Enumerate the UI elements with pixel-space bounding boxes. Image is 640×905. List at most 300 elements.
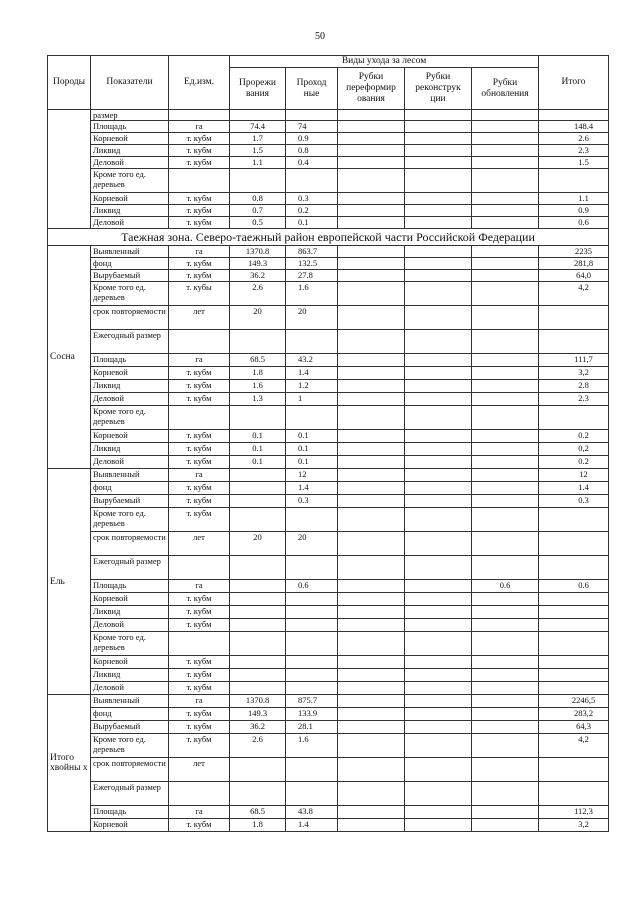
pass-cell: 1 xyxy=(286,393,338,406)
indicator-cell: срок повторяемости xyxy=(91,306,169,330)
pass-cell: 133.9 xyxy=(286,708,338,721)
reform-cell xyxy=(338,606,405,619)
indicator-cell: Кроме того ед. деревьев xyxy=(91,406,169,430)
indicator-cell: Вырубаемый xyxy=(91,270,169,282)
reform-cell xyxy=(338,270,405,282)
indicator-cell: Выявленный xyxy=(91,695,169,708)
unit-cell: т. кубм xyxy=(169,217,230,229)
table-row xyxy=(48,430,609,443)
renewal-cell xyxy=(472,695,539,708)
indicator-cell: размер xyxy=(91,110,169,121)
indicator-cell: Ликвид xyxy=(91,145,169,157)
table-row xyxy=(48,758,609,782)
renewal-cell xyxy=(472,169,539,193)
recon-cell xyxy=(405,508,472,532)
pass-cell: 132.5 xyxy=(286,258,338,270)
renewal-cell xyxy=(472,246,539,258)
thinning-cell: 20 xyxy=(230,532,286,556)
total-cell xyxy=(539,169,609,193)
reform-cell xyxy=(338,354,405,367)
indicator-cell: Деловой xyxy=(91,217,169,229)
total-cell: 0.9 xyxy=(539,205,609,217)
pass-cell: 0.1 xyxy=(286,430,338,443)
reform-cell xyxy=(338,656,405,669)
table-row xyxy=(48,593,609,606)
total-cell xyxy=(539,782,609,806)
unit-cell: лет xyxy=(169,532,230,556)
pass-cell: 0.8 xyxy=(286,145,338,157)
unit-cell: т. кубм xyxy=(169,258,230,270)
reform-cell xyxy=(338,217,405,229)
unit-cell: т. кубм xyxy=(169,430,230,443)
table-row xyxy=(48,367,609,380)
reform-cell xyxy=(338,282,405,306)
recon-cell xyxy=(405,380,472,393)
unit-cell xyxy=(169,556,230,580)
renewal-cell xyxy=(472,806,539,819)
recon-cell xyxy=(405,406,472,430)
reform-cell xyxy=(338,110,405,121)
pass-cell xyxy=(286,758,338,782)
total-cell: 0.6 xyxy=(539,217,609,229)
renewal-cell xyxy=(472,406,539,430)
indicator-cell: Ликвид xyxy=(91,606,169,619)
indicator-cell: Вырубаемый xyxy=(91,721,169,734)
total-cell xyxy=(539,532,609,556)
unit-cell xyxy=(169,169,230,193)
reform-cell xyxy=(338,367,405,380)
thinning-cell: 2.6 xyxy=(230,734,286,758)
reform-cell xyxy=(338,330,405,354)
renewal-cell xyxy=(472,121,539,133)
indicator-cell: Площадь xyxy=(91,354,169,367)
indicator-cell: Ликвид xyxy=(91,443,169,456)
total-cell: 1.5 xyxy=(539,157,609,169)
indicator-cell: Кроме того ед. деревьев xyxy=(91,508,169,532)
indicator-cell: Кроме того ед. деревьев xyxy=(91,282,169,306)
total-cell: 64,0 xyxy=(539,270,609,282)
reform-cell xyxy=(338,430,405,443)
unit-cell xyxy=(169,782,230,806)
unit-cell: т. кубм xyxy=(169,606,230,619)
thinning-cell: 2.6 xyxy=(230,282,286,306)
renewal-cell xyxy=(472,508,539,532)
thinning-cell: 0.5 xyxy=(230,217,286,229)
thinning-cell: 0.1 xyxy=(230,443,286,456)
reform-cell xyxy=(338,819,405,832)
recon-cell xyxy=(405,782,472,806)
indicator-cell: Корневой xyxy=(91,367,169,380)
table-row xyxy=(48,354,609,367)
unit-cell xyxy=(169,632,230,656)
recon-cell xyxy=(405,556,472,580)
total-cell: 0.6 xyxy=(539,580,609,593)
species-cell: Итого хвойны х xyxy=(48,695,91,832)
reform-cell xyxy=(338,532,405,556)
indicator-cell: Корневой xyxy=(91,430,169,443)
thinning-cell: 0.7 xyxy=(230,205,286,217)
pass-cell xyxy=(286,682,338,695)
reform-cell xyxy=(338,695,405,708)
recon-cell xyxy=(405,157,472,169)
reform-cell xyxy=(338,193,405,205)
renewal-cell xyxy=(472,469,539,482)
recon-cell xyxy=(405,121,472,133)
table-row xyxy=(48,734,609,758)
reform-cell xyxy=(338,133,405,145)
total-cell: 2235 xyxy=(539,246,609,258)
recon-cell xyxy=(405,205,472,217)
renewal-cell xyxy=(472,354,539,367)
renewal-cell xyxy=(472,193,539,205)
indicator-cell: фонд xyxy=(91,708,169,721)
unit-cell: т. кубм xyxy=(169,157,230,169)
recon-cell xyxy=(405,430,472,443)
pass-cell: 0.3 xyxy=(286,193,338,205)
table-row xyxy=(48,406,609,430)
renewal-cell xyxy=(472,532,539,556)
pass-cell: 27.8 xyxy=(286,270,338,282)
renewal-cell xyxy=(472,330,539,354)
recon-cell xyxy=(405,656,472,669)
renewal-cell xyxy=(472,157,539,169)
pass-cell: 1.6 xyxy=(286,734,338,758)
pass-cell: 875.7 xyxy=(286,695,338,708)
indicator-cell: Ликвид xyxy=(91,380,169,393)
reform-cell xyxy=(338,734,405,758)
total-cell: 0.2 xyxy=(539,430,609,443)
thinning-cell: 74.4 xyxy=(230,121,286,133)
table-row xyxy=(48,380,609,393)
unit-cell xyxy=(169,330,230,354)
table-row xyxy=(48,330,609,354)
unit-cell: лет xyxy=(169,758,230,782)
pass-cell xyxy=(286,606,338,619)
pass-cell: 0.6 xyxy=(286,580,338,593)
recon-cell xyxy=(405,708,472,721)
header-species: Породы xyxy=(48,56,91,110)
header-pass: Проход ные xyxy=(286,68,338,110)
reform-cell xyxy=(338,246,405,258)
table-row xyxy=(48,193,609,205)
indicator-cell: Деловой xyxy=(91,157,169,169)
thinning-cell: 0.8 xyxy=(230,193,286,205)
unit-cell: т. кубм xyxy=(169,393,230,406)
pass-cell: 1.2 xyxy=(286,380,338,393)
table-row xyxy=(48,556,609,580)
reform-cell xyxy=(338,393,405,406)
unit-cell: т. кубм xyxy=(169,495,230,508)
reform-cell xyxy=(338,145,405,157)
thinning-cell: 1370.8 xyxy=(230,695,286,708)
total-cell: 148.4 xyxy=(539,121,609,133)
total-cell xyxy=(539,632,609,656)
unit-cell: т. кубм xyxy=(169,593,230,606)
renewal-cell xyxy=(472,782,539,806)
thinning-cell xyxy=(230,758,286,782)
total-cell: 2246,5 xyxy=(539,695,609,708)
unit-cell: т. кубм xyxy=(169,193,230,205)
reform-cell xyxy=(338,619,405,632)
table-row xyxy=(48,532,609,556)
thinning-cell xyxy=(230,580,286,593)
table-row xyxy=(48,282,609,306)
unit-cell xyxy=(169,110,230,121)
recon-cell xyxy=(405,695,472,708)
total-cell xyxy=(539,669,609,682)
header-renewal: Рубки обновления xyxy=(472,68,539,110)
zone-title: Таежная зона. Северо-таежный район европейской части Российской Федерации xyxy=(48,229,609,246)
thinning-cell: 0.1 xyxy=(230,456,286,469)
recon-cell xyxy=(405,443,472,456)
total-cell xyxy=(539,682,609,695)
reform-cell xyxy=(338,482,405,495)
total-cell: 0,2 xyxy=(539,443,609,456)
thinning-cell: 20 xyxy=(230,306,286,330)
renewal-cell xyxy=(472,721,539,734)
recon-cell xyxy=(405,330,472,354)
reform-cell xyxy=(338,682,405,695)
unit-cell: т. кубм xyxy=(169,443,230,456)
thinning-cell xyxy=(230,593,286,606)
recon-cell xyxy=(405,734,472,758)
reform-cell xyxy=(338,443,405,456)
total-cell: 12 xyxy=(539,469,609,482)
unit-cell: т. кубм xyxy=(169,669,230,682)
indicator-cell: Корневой xyxy=(91,193,169,205)
renewal-cell: 0.6 xyxy=(472,580,539,593)
total-cell xyxy=(539,306,609,330)
reform-cell xyxy=(338,205,405,217)
pass-cell: 12 xyxy=(286,469,338,482)
unit-cell: т. кубм xyxy=(169,133,230,145)
thinning-cell: 68.5 xyxy=(230,806,286,819)
total-cell: 1.1 xyxy=(539,193,609,205)
renewal-cell xyxy=(472,632,539,656)
unit-cell: т. кубы xyxy=(169,282,230,306)
total-cell xyxy=(539,330,609,354)
forest-care-table xyxy=(47,55,609,832)
indicator-cell: Деловой xyxy=(91,619,169,632)
header-unit: Ед.изм. xyxy=(169,56,230,110)
recon-cell xyxy=(405,169,472,193)
indicator-cell: Выявленный xyxy=(91,246,169,258)
renewal-cell xyxy=(472,619,539,632)
table-row xyxy=(48,632,609,656)
pass-cell xyxy=(286,656,338,669)
recon-cell xyxy=(405,532,472,556)
table-row xyxy=(48,721,609,734)
pass-cell: 28.1 xyxy=(286,721,338,734)
pass-cell xyxy=(286,556,338,580)
table-row xyxy=(48,270,609,282)
table-row xyxy=(48,782,609,806)
header-care-types: Виды ухода за лесом xyxy=(230,56,539,68)
pass-cell xyxy=(286,619,338,632)
unit-cell: т. кубм xyxy=(169,367,230,380)
recon-cell xyxy=(405,806,472,819)
unit-cell: т. кубм xyxy=(169,734,230,758)
thinning-cell: 1370.8 xyxy=(230,246,286,258)
renewal-cell xyxy=(472,443,539,456)
renewal-cell xyxy=(472,606,539,619)
indicator-cell: Корневой xyxy=(91,656,169,669)
pass-cell: 0.2 xyxy=(286,205,338,217)
indicator-cell: срок повторяемости xyxy=(91,532,169,556)
total-cell xyxy=(539,593,609,606)
pass-cell xyxy=(286,406,338,430)
reform-cell xyxy=(338,782,405,806)
thinning-cell xyxy=(230,632,286,656)
pass-cell: 20 xyxy=(286,306,338,330)
renewal-cell xyxy=(472,145,539,157)
reform-cell xyxy=(338,632,405,656)
recon-cell xyxy=(405,758,472,782)
unit-cell: т. кубм xyxy=(169,656,230,669)
thinning-cell xyxy=(230,682,286,695)
renewal-cell xyxy=(472,380,539,393)
recon-cell xyxy=(405,393,472,406)
reform-cell xyxy=(338,406,405,430)
total-cell: 0.2 xyxy=(539,456,609,469)
recon-cell xyxy=(405,819,472,832)
thinning-cell xyxy=(230,495,286,508)
table-row xyxy=(48,205,609,217)
total-cell: 112,3 xyxy=(539,806,609,819)
pass-cell: 0.1 xyxy=(286,456,338,469)
recon-cell xyxy=(405,469,472,482)
total-cell: 281,8 xyxy=(539,258,609,270)
unit-cell: га xyxy=(169,695,230,708)
pass-cell: 1.6 xyxy=(286,282,338,306)
recon-cell xyxy=(405,193,472,205)
unit-cell: га xyxy=(169,806,230,819)
renewal-cell xyxy=(472,758,539,782)
thinning-cell xyxy=(230,656,286,669)
reform-cell xyxy=(338,258,405,270)
indicator-cell: Кроме того ед. деревьев xyxy=(91,734,169,758)
pass-cell: 1.4 xyxy=(286,367,338,380)
table-row xyxy=(48,482,609,495)
indicator-cell: Ежегодный размер xyxy=(91,556,169,580)
recon-cell xyxy=(405,145,472,157)
renewal-cell xyxy=(472,669,539,682)
renewal-cell xyxy=(472,258,539,270)
unit-cell: т. кубм xyxy=(169,270,230,282)
renewal-cell xyxy=(472,270,539,282)
species-cell: Ель xyxy=(48,469,91,695)
indicator-cell: Ежегодный размер xyxy=(91,782,169,806)
indicator-cell: Корневой xyxy=(91,593,169,606)
renewal-cell xyxy=(472,482,539,495)
pass-cell: 0.1 xyxy=(286,443,338,456)
total-cell xyxy=(539,758,609,782)
header-thinning: Прорежи вания xyxy=(230,68,286,110)
table-row xyxy=(48,306,609,330)
renewal-cell xyxy=(472,205,539,217)
renewal-cell xyxy=(472,708,539,721)
pass-cell xyxy=(286,508,338,532)
table-row xyxy=(48,656,609,669)
table-row xyxy=(48,133,609,145)
renewal-cell xyxy=(472,110,539,121)
pass-cell xyxy=(286,782,338,806)
recon-cell xyxy=(405,721,472,734)
header-reform: Рубки переформир ования xyxy=(338,68,405,110)
table-row xyxy=(48,258,609,270)
total-cell: 3,2 xyxy=(539,819,609,832)
recon-cell xyxy=(405,354,472,367)
thinning-cell: 1.3 xyxy=(230,393,286,406)
thinning-cell xyxy=(230,330,286,354)
recon-cell xyxy=(405,110,472,121)
renewal-cell xyxy=(472,430,539,443)
reform-cell xyxy=(338,508,405,532)
reform-cell xyxy=(338,580,405,593)
thinning-cell xyxy=(230,406,286,430)
unit-cell: га xyxy=(169,121,230,133)
table-row xyxy=(48,708,609,721)
pass-cell: 43.2 xyxy=(286,354,338,367)
renewal-cell xyxy=(472,367,539,380)
pass-cell xyxy=(286,110,338,121)
indicator-cell: фонд xyxy=(91,258,169,270)
thinning-cell: 36.2 xyxy=(230,721,286,734)
indicator-cell: Ежегодный размер xyxy=(91,330,169,354)
table-row xyxy=(48,619,609,632)
indicator-cell: Площадь xyxy=(91,806,169,819)
renewal-cell xyxy=(472,556,539,580)
reform-cell xyxy=(338,121,405,133)
reform-cell xyxy=(338,169,405,193)
table-row xyxy=(48,217,609,229)
recon-cell xyxy=(405,306,472,330)
renewal-cell xyxy=(472,282,539,306)
total-cell: 283,2 xyxy=(539,708,609,721)
pass-cell xyxy=(286,669,338,682)
thinning-cell xyxy=(230,482,286,495)
zone-row xyxy=(48,229,609,246)
unit-cell: лет xyxy=(169,306,230,330)
table-row xyxy=(48,495,609,508)
indicator-cell: Деловой xyxy=(91,393,169,406)
pass-cell xyxy=(286,632,338,656)
total-cell xyxy=(539,606,609,619)
pass-cell: 1.4 xyxy=(286,819,338,832)
total-cell: 111,7 xyxy=(539,354,609,367)
reform-cell xyxy=(338,721,405,734)
total-cell: 2.3 xyxy=(539,145,609,157)
indicator-cell: Корневой xyxy=(91,133,169,145)
table-row xyxy=(48,110,609,121)
thinning-cell: 1.5 xyxy=(230,145,286,157)
pass-cell xyxy=(286,330,338,354)
thinning-cell: 149.3 xyxy=(230,258,286,270)
header-indicators: Показатели xyxy=(91,56,169,110)
unit-cell: т. кубм xyxy=(169,708,230,721)
reform-cell xyxy=(338,157,405,169)
total-cell: 4,2 xyxy=(539,734,609,758)
indicator-cell: Корневой xyxy=(91,819,169,832)
unit-cell: т. кубм xyxy=(169,205,230,217)
reform-cell xyxy=(338,306,405,330)
reform-cell xyxy=(338,495,405,508)
reform-cell xyxy=(338,469,405,482)
table-row xyxy=(48,669,609,682)
total-cell: 3,2 xyxy=(539,367,609,380)
indicator-cell: срок повторяемости xyxy=(91,758,169,782)
thinning-cell xyxy=(230,110,286,121)
